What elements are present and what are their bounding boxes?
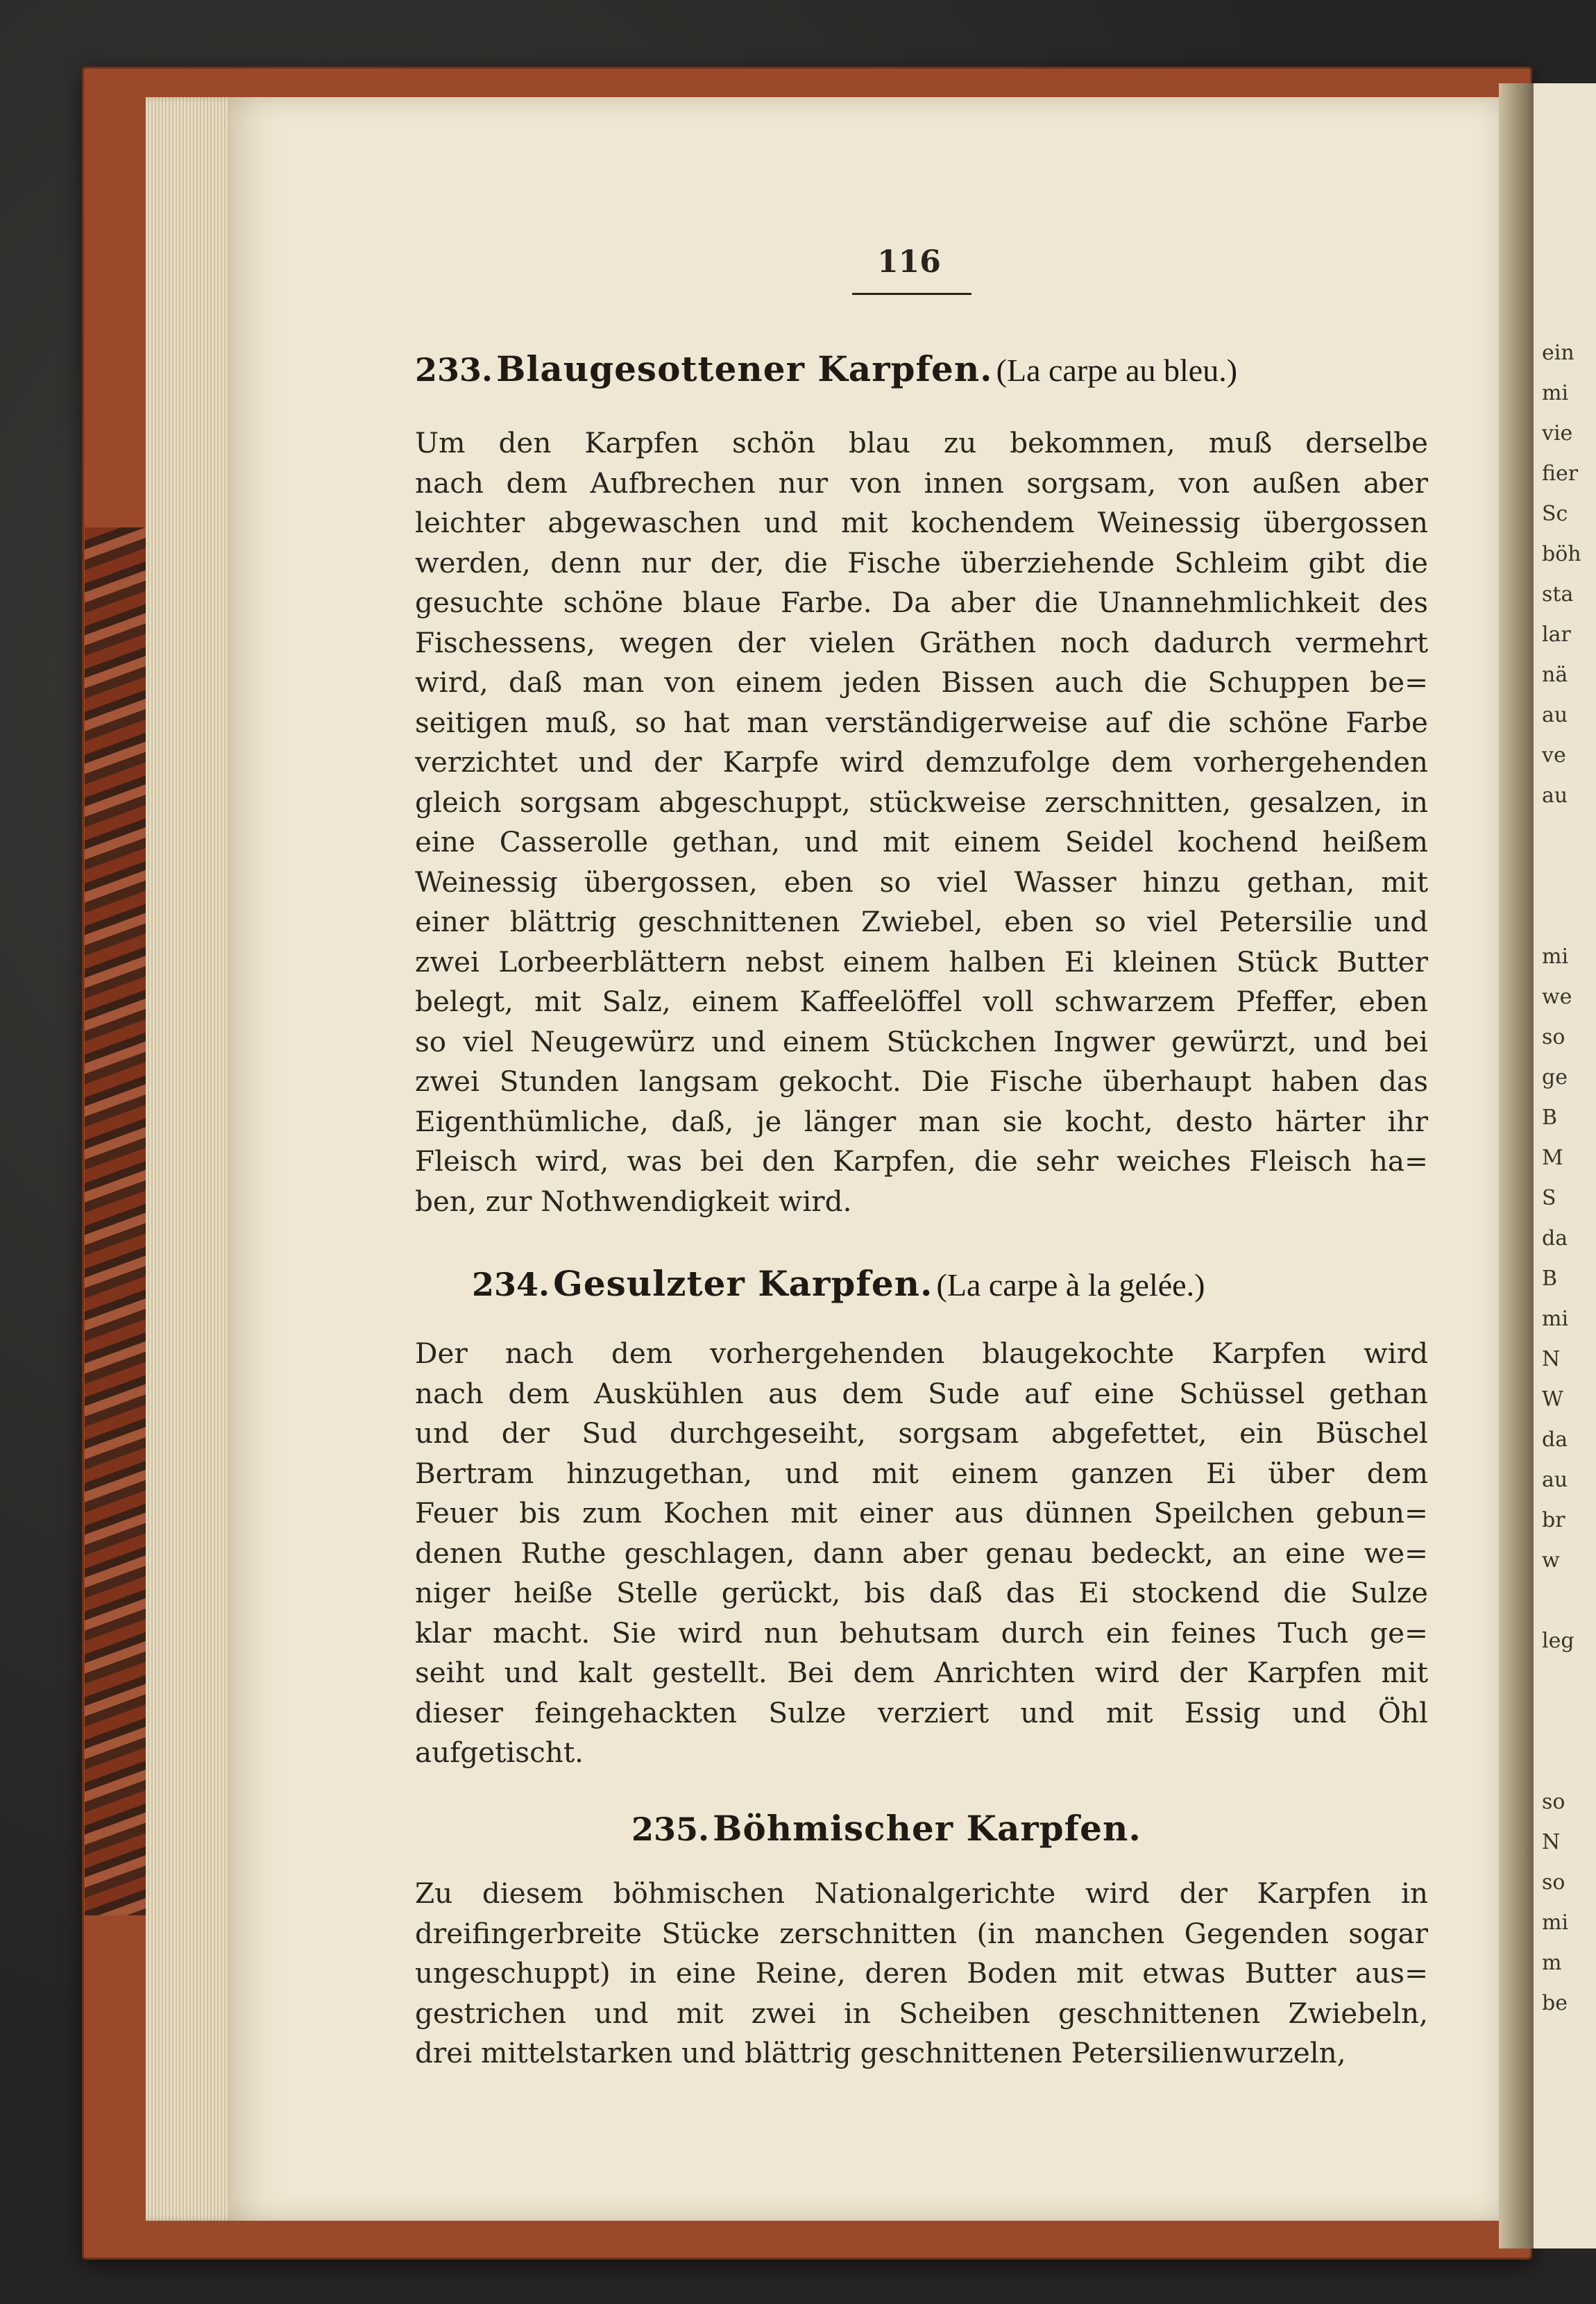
recipe-french-title: (La carpe au bleu.): [996, 353, 1238, 388]
facing-page-fragment: [1542, 816, 1596, 856]
text-line: so viel Neugewürz und einem Stückchen Ingwer gewürzt, und bei: [415, 1024, 1428, 1058]
recipe-235-text: [415, 1874, 1428, 2074]
facing-page-fragment: B: [1542, 1106, 1558, 1130]
facing-page-fragment: vie: [1542, 421, 1573, 446]
facing-page-fragment: ve: [1542, 743, 1566, 768]
page-number-rule: [852, 293, 971, 295]
text-line: niger heiße Stelle gerückt, bis daß das Ei stockend die Sulze: [415, 1576, 1428, 1609]
facing-page-fragment: N: [1542, 1347, 1561, 1371]
text-line: zwei Lorbeerblättern nebst einem halben Ei kleinen Stück Butter: [415, 945, 1428, 979]
facing-page-fragment: Sc: [1542, 502, 1568, 526]
text-line: Bertram hinzugethan, und mit einem ganzen Ei über dem: [415, 1456, 1428, 1490]
facing-page-fragment: m: [1542, 1951, 1562, 1975]
facing-page-fragment: B: [1542, 1267, 1558, 1291]
text-line: Fischessens, wegen der vielen Gräthen noch dadurch vermehrt: [415, 625, 1428, 659]
facing-page-fragment: [1542, 856, 1596, 897]
text-line: nach dem Auskühlen aus dem Sude auf eine Schüssel gethan: [415, 1376, 1428, 1410]
facing-page-fragment: [1542, 1661, 1596, 1702]
recipe-233-text: [415, 423, 1428, 1221]
recipe-number: 234.: [472, 1266, 550, 1303]
text-line: zwei Stunden langsam gekocht. Die Fische überhaupt haben das: [415, 1065, 1428, 1098]
text-line: ungeschuppt) in eine Reine, deren Boden mit etwas Butter aus=: [415, 1956, 1428, 1990]
recipe-title: Blaugesottener Karpfen.: [496, 348, 993, 389]
facing-page-fragment: mi: [1542, 1307, 1569, 1331]
facing-page-fragment: mi: [1542, 1911, 1569, 1935]
facing-page-fragment: ge: [1542, 1065, 1568, 1090]
facing-page-fragment: au: [1542, 703, 1568, 727]
facing-page-fragment: ein: [1542, 341, 1574, 365]
text-line: drei mittelstarken und blättrig geschnittenen Petersilienwurzeln,: [415, 2036, 1346, 2069]
facing-page-fragment: [1542, 897, 1596, 937]
facing-page-fragment: N: [1542, 1830, 1561, 1854]
facing-page-fragment: so: [1542, 1790, 1565, 1814]
text-line: Eigenthümliche, daß, je länger man sie kocht, desto härter ihr: [415, 1104, 1428, 1138]
text-line: und der Sud durchgeseiht, sorgsam abgefettet, ein Büschel: [415, 1416, 1428, 1450]
text-line: Zu diesem böhmischen Nationalgerichte wird der Karpfen in: [415, 1877, 1428, 1910]
facing-page-fragment: w: [1542, 1548, 1560, 1573]
facing-page-fragment: da: [1542, 1226, 1568, 1251]
page-number: 116: [877, 244, 941, 280]
recipe-title: Gesulzter Karpfen.: [553, 1263, 933, 1304]
facing-page-fragment: so: [1542, 1025, 1565, 1049]
text-line: wird, daß man von einem jeden Bissen auch die Schuppen be=: [415, 666, 1428, 699]
facing-page-fragment: [1542, 1742, 1596, 1782]
facing-page-fragment: au: [1542, 1468, 1568, 1492]
text-line: Feuer bis zum Kochen mit einer aus dünnen Speilchen gebun=: [415, 1496, 1428, 1530]
text-line: leichter abgewaschen und mit kochendem Weinessig übergossen: [415, 506, 1428, 539]
text-line: Fleisch wird, was bei den Karpfen, die sehr weiches Fleisch ha=: [415, 1144, 1428, 1178]
facing-page-fragment: da: [1542, 1428, 1568, 1452]
facing-page-fragment: sta: [1542, 582, 1574, 607]
recipe-233-heading: [415, 348, 1237, 389]
facing-page-fragment: W: [1542, 1387, 1563, 1412]
marbled-edge: [85, 527, 147, 1915]
recipe-number: 235.: [631, 1811, 710, 1848]
facing-page-fragment: böh: [1542, 542, 1581, 566]
recipe-title: Böhmischer Karpfen.: [713, 1808, 1141, 1849]
facing-page: [1534, 83, 1596, 2248]
facing-page-fragment: [1542, 1581, 1596, 1621]
facing-page-fragment: lar: [1542, 622, 1571, 647]
facing-page-fragment: be: [1542, 1991, 1568, 2015]
recipe-number: 233.: [415, 351, 493, 389]
text-line: denen Ruthe geschlagen, dann aber genau bedeckt, an eine we=: [415, 1536, 1428, 1570]
facing-page-fragment: we: [1542, 985, 1572, 1009]
facing-page-fragment: au: [1542, 783, 1568, 808]
text-line: seiht und kalt gestellt. Bei dem Anrichten wird der Karpfen mit: [415, 1656, 1428, 1689]
text-line: aufgetischt.: [415, 1736, 584, 1769]
text-line: eine Casserolle gethan, und mit einem Seidel kochend heißem: [415, 825, 1428, 858]
text-line: dreifingerbreite Stücke zerschnitten (in manchen Gegenden sogar: [415, 1916, 1428, 1950]
text-line: seitigen muß, so hat man verständigerweise auf die schöne Farbe: [415, 705, 1428, 739]
text-line: Der nach dem vorhergehenden blaugekochte Karpfen wird: [415, 1337, 1428, 1370]
facing-page-fragment: br: [1542, 1508, 1565, 1532]
facing-page-fragment: M: [1542, 1146, 1563, 1170]
text-line: gestrichen und mit zwei in Scheiben geschnittenen Zwiebeln,: [415, 1996, 1428, 2030]
facing-page-text: [1542, 333, 1596, 2024]
text-line: Um den Karpfen schön blau zu bekommen, muß derselbe: [415, 426, 1428, 459]
text-line: dieser feingehackten Sulze verziert und mit Essig und Öhl: [415, 1695, 1428, 1729]
text-line: klar macht. Sie wird nun behutsam durch ein feines Tuch ge=: [415, 1616, 1428, 1650]
text-line: gesuchte schöne blaue Farbe. Da aber die Unannehmlichkeit des: [415, 586, 1428, 619]
text-line: verzichtet und der Karpfe wird demzufolge dem vorhergehenden: [415, 745, 1428, 779]
facing-page-fragment: leg: [1542, 1629, 1574, 1653]
recipe-french-title: (La carpe à la gelée.): [936, 1267, 1205, 1303]
recipe-235-heading: [631, 1808, 1141, 1849]
page-block-edges: [146, 97, 243, 2221]
text-line: werden, denn nur der, die Fische überziehende Schleim gibt die: [415, 545, 1428, 579]
text-line: gleich sorgsam abgeschuppt, stückweise zerschnitten, gesalzen, in: [415, 785, 1428, 819]
facing-page-fragment: S: [1542, 1186, 1556, 1210]
recipe-234-text: [415, 1334, 1428, 1773]
facing-page-fragment: mi: [1542, 945, 1569, 969]
facing-page-fragment: mi: [1542, 381, 1569, 405]
facing-page-fragment: so: [1542, 1870, 1565, 1895]
facing-page-fragment: [1542, 1702, 1596, 1742]
facing-page-fragment: fier: [1542, 461, 1579, 486]
text-line: nach dem Aufbrechen nur von innen sorgsam, von außen aber: [415, 466, 1428, 500]
recipe-234-heading: [472, 1263, 1205, 1304]
facing-page-fragment: nä: [1542, 663, 1568, 687]
text-line: einer blättrig geschnittenen Zwiebel, eben so viel Petersilie und: [415, 905, 1428, 938]
text-line: ben, zur Nothwendigkeit wird.: [415, 1184, 852, 1218]
text-line: belegt, mit Salz, einem Kaffeelöffel voll schwarzem Pfeffer, eben: [415, 985, 1428, 1018]
text-line: Weinessig übergossen, eben so viel Wasser hinzu gethan, mit: [415, 865, 1428, 899]
